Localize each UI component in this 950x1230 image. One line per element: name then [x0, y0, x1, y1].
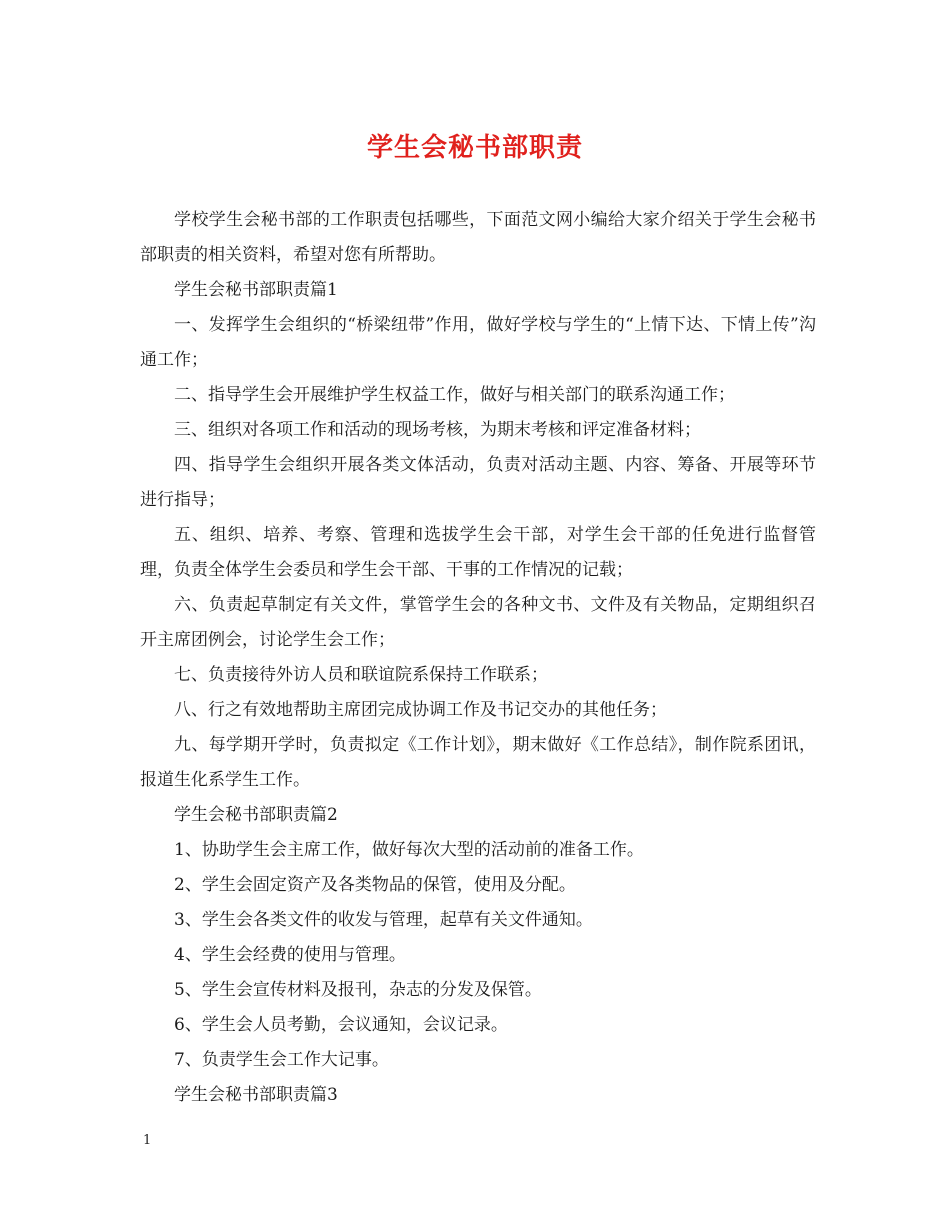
- list-item: 5、学生会宣传材料及报刊，杂志的分发及保管。: [174, 980, 542, 1000]
- paragraph: 学校学生会秘书部的工作职责包括哪些，下面范文网小编给大家介绍关于学生会秘书部职责的相关资料，希望对您有所帮助。: [140, 210, 816, 265]
- list-item: 6、学生会人员考勤，会议通知，会议记录。: [174, 1015, 508, 1035]
- paragraph: 三、组织对各项工作和活动的现场考核，为期末考核和评定准备材料；: [174, 420, 701, 440]
- list-item: 3、学生会各类文件的收发与管理，起草有关文件通知。: [174, 910, 593, 930]
- document-body: [140, 203, 816, 1113]
- paragraph: 六、负责起草制定有关文件，掌管学生会的各种文书、文件及有关物品，定期组织召开主席团例会，讨论学生会工作；: [140, 595, 816, 650]
- list-item: 2、学生会固定资产及各类物品的保管，使用及分配。: [174, 875, 576, 895]
- page-title: 学生会秘书部职责: [366, 133, 583, 163]
- paragraph: 八、行之有效地帮助主席团完成协调工作及书记交办的其他任务；: [174, 700, 667, 720]
- paragraph: 二、指导学生会开展维护学生权益工作，做好与相关部门的联系沟通工作；: [174, 385, 735, 405]
- section-heading: 学生会秘书部职责篇1: [174, 280, 338, 300]
- section-heading: 学生会秘书部职责篇2: [174, 805, 338, 825]
- list-item: 7、负责学生会工作大记事。: [174, 1050, 389, 1070]
- page-number: 1: [143, 1133, 152, 1148]
- section-heading: 学生会秘书部职责篇3: [174, 1085, 338, 1105]
- paragraph: 一、发挥学生会组织的“桥梁纽带”作用，做好学校与学生的“上情下达、下情上传”沟通工作；: [140, 315, 816, 370]
- paragraph: 九、每学期开学时，负责拟定《工作计划》，期末做好《工作总结》，制作院系团讯，报道生化系学生工作。: [140, 735, 816, 790]
- paragraph: 五、组织、培养、考察、管理和选拔学生会干部，对学生会干部的任免进行监督管理，负责全体学生会委员和学生会干部、干事的工作情况的记载；: [140, 525, 816, 580]
- paragraph: 七、负责接待外访人员和联谊院系保持工作联系；: [174, 665, 548, 685]
- paragraph: 四、指导学生会组织开展各类文体活动，负责对活动主题、内容、筹备、开展等环节进行指导；: [140, 455, 816, 510]
- list-item: 1、协助学生会主席工作，做好每次大型的活动前的准备工作。: [174, 840, 644, 860]
- list-item: 4、学生会经费的使用与管理。: [174, 945, 406, 965]
